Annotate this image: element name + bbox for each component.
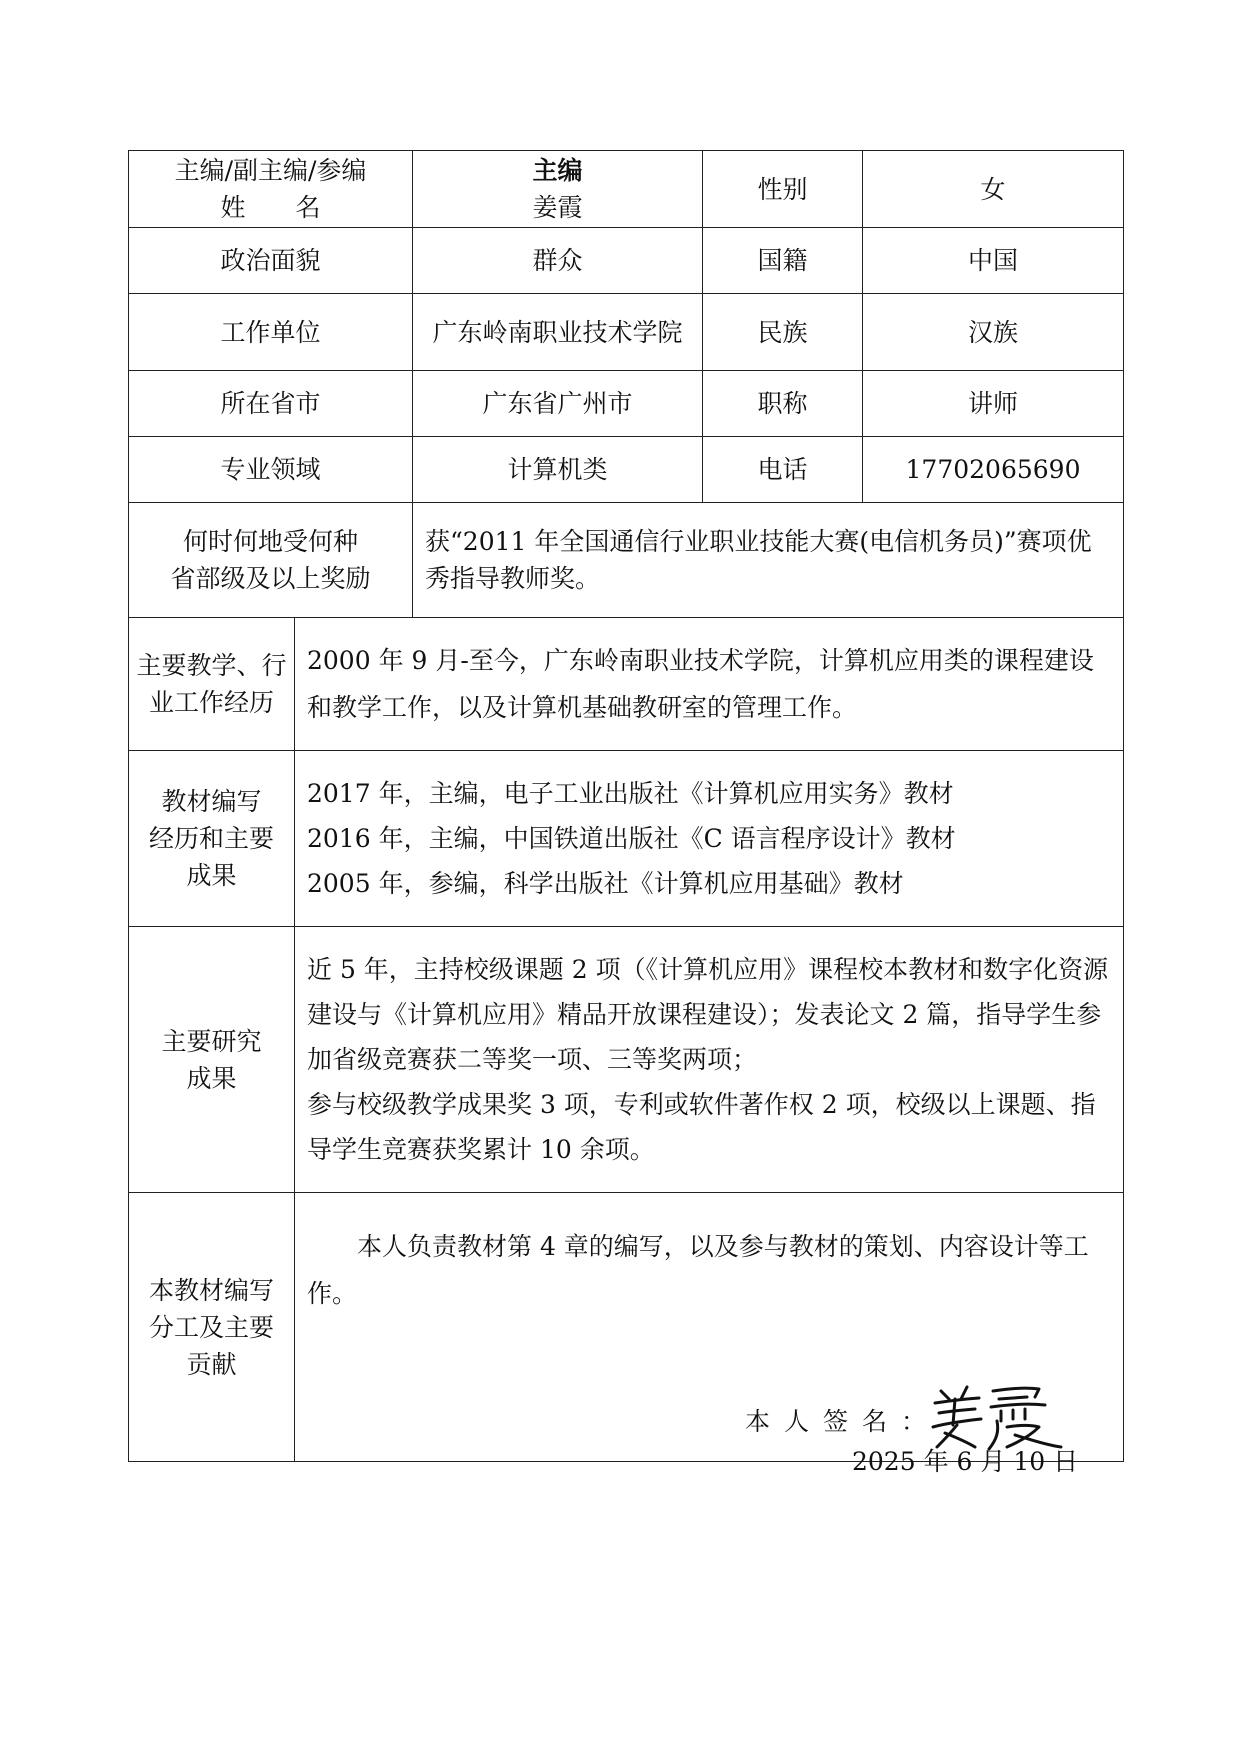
nationality-label: 国籍 (703, 228, 863, 294)
research-label-line2: 成果 (186, 1063, 237, 1093)
awards-label-line2: 省部级及以上奖励 (170, 564, 371, 593)
textbook-item: 2005 年，参编，科学出版社《计算机应用基础》教材 (307, 869, 904, 898)
textbooks-list (295, 751, 1124, 927)
politics-label: 政治面貌 (129, 228, 413, 294)
row-politics (129, 228, 1124, 294)
role-label: 主编/副主编/参编 (174, 156, 367, 185)
row-location (129, 371, 1124, 437)
row-contribution (129, 1193, 1124, 1462)
textbooks-label-line1: 教材编写 (161, 787, 262, 816)
phone-value: 17702065690 (863, 437, 1124, 503)
contribution-cell (295, 1193, 1124, 1476)
research-label-cell (129, 927, 295, 1193)
role-value: 主编 (532, 156, 583, 185)
location-value: 广东省广州市 (413, 371, 703, 437)
row-textbooks (129, 751, 1124, 927)
politics-value: 群众 (413, 228, 703, 294)
nationality-value: 中国 (863, 228, 1124, 294)
row-workplace (129, 294, 1124, 371)
signature-label: 本人签名： (745, 1407, 941, 1436)
workplace-label: 工作单位 (129, 294, 413, 371)
role-name-value-cell (413, 151, 703, 228)
research-para2: 参与校级教学成果奖 3 项，专利或软件著作权 2 项，校级以上课题、指导学生竞赛获奖累计 10 余项。 (307, 1090, 1096, 1164)
experience-text: 2000 年 9 月-至今，广东岭南职业技术学院，计算机应用类的课程建设和教学工作，以及计算机基础教研室的管理工作。 (295, 618, 1124, 751)
title-value: 讲师 (863, 371, 1124, 437)
row-experience (129, 618, 1124, 751)
experience-label-cell (129, 618, 295, 751)
ethnicity-label: 民族 (703, 294, 863, 371)
experience-label-line1: 主要教学、行 (136, 651, 287, 680)
awards-label-line1: 何时何地受何种 (183, 527, 359, 556)
location-label: 所在省市 (129, 371, 413, 437)
ethnicity-value: 汉族 (863, 294, 1124, 371)
research-text-cell (295, 927, 1124, 1193)
name-label: 姓 名 (220, 193, 321, 222)
research-label-line1: 主要研究 (161, 1026, 262, 1056)
name-value: 姜霞 (532, 193, 583, 222)
textbook-item: 2017 年，主编，电子工业出版社《计算机应用实务》教材 (307, 779, 954, 808)
contribution-label-line2: 分工及主要 (148, 1312, 274, 1342)
author-info-table (128, 150, 1124, 1476)
research-para1: 近 5 年，主持校级课题 2 项（《计算机应用》课程校本教材和数字化资源建设与《计算机应用》精品开放课程建设）；发表论文 2 篇，指导学生参加省级竞赛获二等奖一项、三等奖两项； (307, 955, 1109, 1074)
contribution-label-line3: 贡献 (186, 1349, 237, 1379)
awards-text: 获“2011 年全国通信行业职业技能大赛(电信机务员)”赛项优秀指导教师奖。 (413, 503, 1124, 618)
row-research (129, 927, 1124, 1193)
contribution-label-line1: 本教材编写 (148, 1275, 274, 1305)
workplace-value: 广东岭南职业技术学院 (413, 294, 703, 371)
experience-label-line2: 业工作经历 (148, 688, 274, 717)
textbook-item: 2016 年，主编，中国铁道出版社《C 语言程序设计》教材 (307, 824, 956, 853)
field-label: 专业领域 (129, 437, 413, 503)
awards-label-cell (129, 503, 413, 618)
contribution-text: 本人负责教材第 4 章的编写，以及参与教材的策划、内容设计等工作。 (307, 1232, 1089, 1308)
signature-date: 2025 年 6 月 10 日 (852, 1447, 1079, 1476)
textbooks-label-line2: 经历和主要 (148, 824, 274, 853)
title-label: 职称 (703, 371, 863, 437)
field-value: 计算机类 (413, 437, 703, 503)
phone-label: 电话 (703, 437, 863, 503)
application-form (128, 150, 1123, 1476)
row-field (129, 437, 1124, 503)
gender-label: 性别 (703, 151, 863, 228)
contribution-label-cell (129, 1193, 295, 1462)
row-awards (129, 503, 1124, 618)
textbooks-label-line3: 成果 (186, 861, 237, 890)
row-name (129, 151, 1124, 228)
role-name-label-cell (129, 151, 413, 228)
gender-value: 女 (863, 151, 1124, 228)
textbooks-label-cell (129, 751, 295, 927)
